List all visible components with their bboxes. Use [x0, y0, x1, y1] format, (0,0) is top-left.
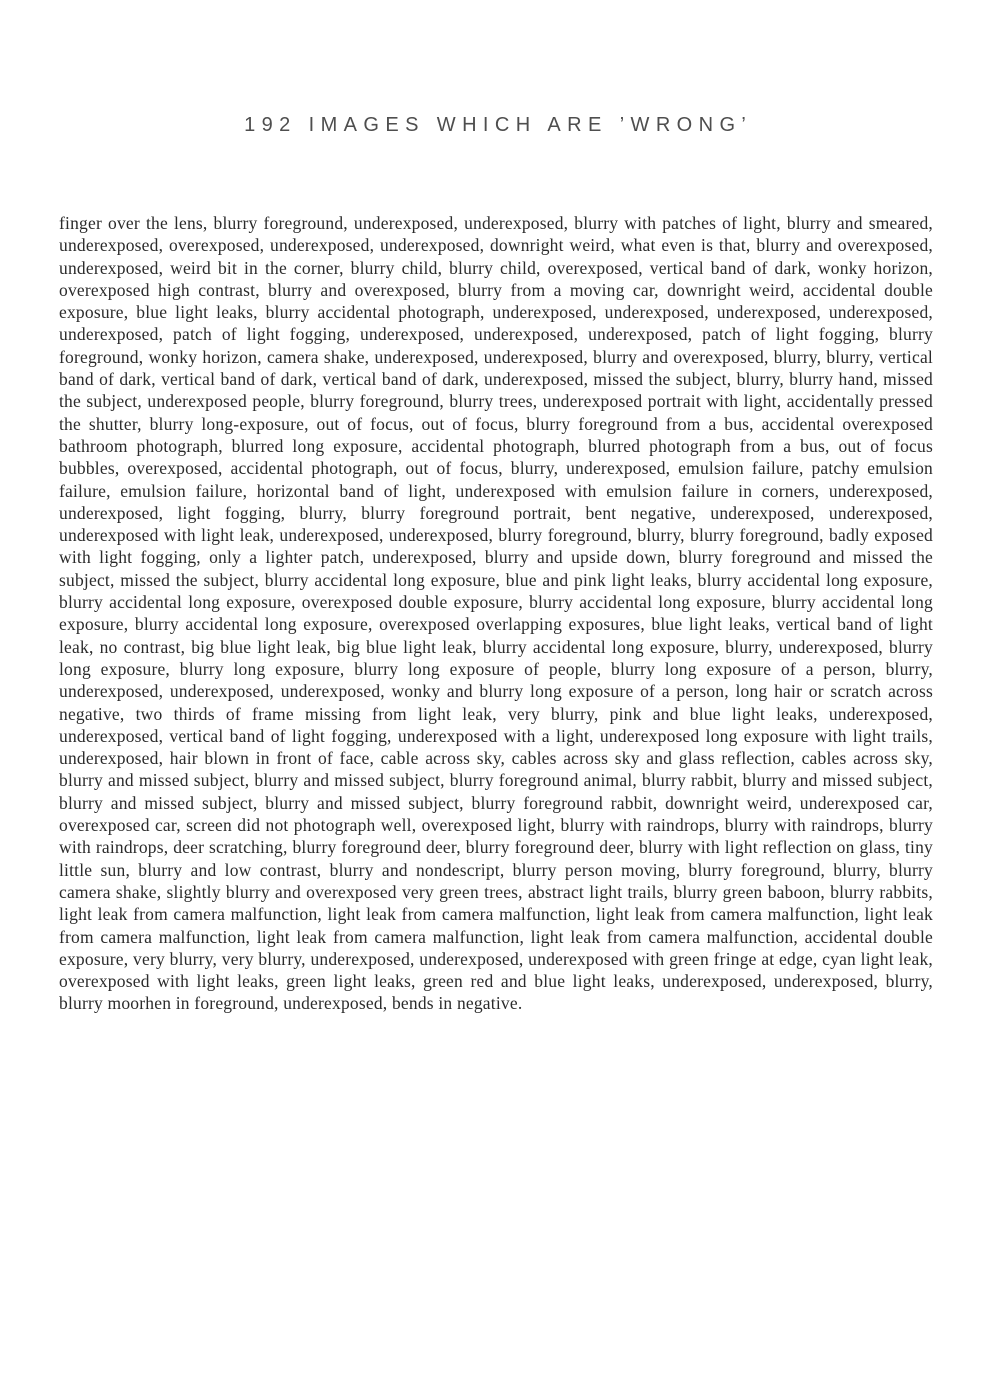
body-paragraph: finger over the lens, blurry foreground, underexposed, underexposed, blurry with patches of light, blurry and smeared, underexposed, overexposed, underexposed, underexposed, downright weird, what even is that, blurry and overexposed, underexposed, weird bit in the corner, blurry child, blurry child, overexposed, vertical band of dark, wonky horizon, overexposed high contrast, blurry and overexposed, blurry from a moving car, downright weird, accidental double exposure, blue light leaks, blurry accidental photograph, underexposed, underexposed, underexposed, underexposed, underexposed, patch of light fogging, underexposed, underexposed, underexposed, patch of light fogging, blurry foreground, wonky horizon, camera shake, underexposed, underexposed, blurry and overexposed, blurry, blurry, vertical band of dark, vertical band of dark, vertical band of dark, underexposed, missed the subject, blurry, blurry hand, missed the subject, underexposed people, blurry foreground, blurry trees, underexposed portrait with light, accidentally pressed the shutter, blurry long-exposure, out of focus, out of focus, blurry foreground from a bus, accidental overexposed bathroom photograph, blurred long exposure, accidental photograph, blurred photograph from a bus, out of focus bubbles, overexposed, accidental photograph, out of focus, blurry, underexposed, emulsion failure, patchy emulsion failure, emulsion failure, horizontal band of light, underexposed with emulsion failure in corners, underexposed, underexposed, light fogging, blurry, blurry foreground portrait, bent negative, underexposed, underexposed, underexposed with light leak, underexposed, underexposed, blurry foreground, blurry, blurry foreground, badly exposed with light fogging, only a lighter patch, underexposed, blurry and upside down, blurry foreground and missed the subject, missed the subject, blurry accidental long exposure, blue and pink light leaks, blurry accidental long exposure, blurry accidental long exposure, overexposed double exposure, blurry accidental long exposure, blurry accidental long exposure, blurry accidental long exposure, overexposed overlapping exposures, blue light leaks, vertical band of light leak, no contrast, big blue light leak, big blue light leak, blurry accidental long exposure, blurry, underexposed, blurry long exposure, blurry long exposure, blurry long exposure of people, blurry long exposure of a person, blurry, underexposed, underexposed, underexposed, wonky and blurry long exposure of a person, long hair or scratch across negative, two thirds of frame missing from light leak, very blurry, pink and blue light leaks, underexposed, underexposed, vertical band of light fogging, underexposed with a light, underexposed long exposure with light trails, underexposed, hair blown in front of face, cable across sky, cables across sky and glass reflection, cables across sky, blurry and missed subject, blurry and missed subject, blurry foreground animal, blurry rabbit, blurry and missed subject, blurry and missed subject, blurry and missed subject, blurry foreground rabbit, downright weird, underexposed car, overexposed car, screen did not photograph well, overexposed light, blurry with raindrops, blurry with raindrops, blurry with raindrops, deer scratching, blurry foreground deer, blurry foreground deer, blurry with light reflection on glass, tiny little sun, blurry and low contrast, blurry and nondescript, blurry person moving, blurry foreground, blurry, blurry camera shake, slightly blurry and overexposed very green trees, abstract light trails, blurry green baboon, blurry rabbits, light leak from camera malfunction, light leak from camera malfunction, light leak from camera malfunction, light leak from camera malfunction, light leak from camera malfunction, light leak from camera malfunction, accidental double exposure, very blurry, very blurry, underexposed, underexposed, underexposed with green fringe at edge, cyan light leak, overexposed with light leaks, green light leaks, green red and blue light leaks, underexposed, underexposed, blurry, blurry moorhen in foreground, underexposed, bends in negative. — [59, 213, 933, 1014]
page-title: 192 IMAGES WHICH ARE ’WRONG’ — [244, 114, 753, 136]
